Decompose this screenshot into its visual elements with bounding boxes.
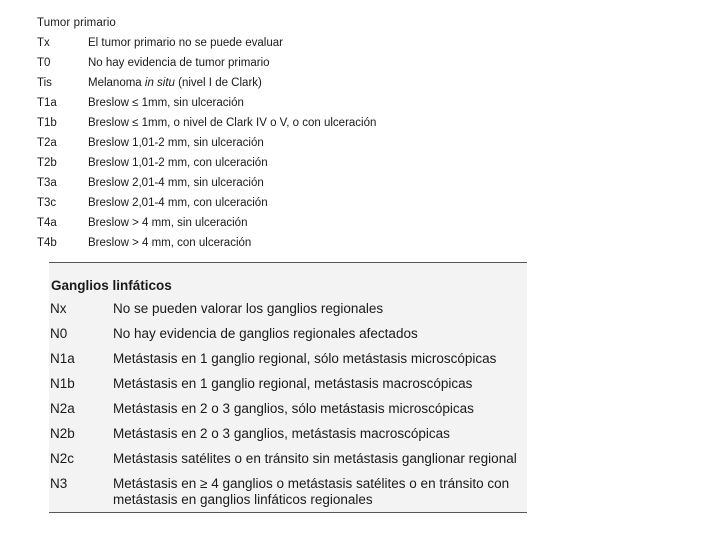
- node-code: N2a: [50, 401, 75, 416]
- node-code: N1b: [50, 376, 75, 391]
- stage-code: T1b: [37, 117, 57, 129]
- node-description: No se pueden valorar los ganglios regionales: [113, 301, 384, 316]
- node-description: No hay evidencia de ganglios regionales afectados: [113, 326, 418, 341]
- table-row: [37, 73, 537, 93]
- stage-description: El tumor primario no se puede evaluar: [88, 37, 283, 49]
- desc-text-italic: in situ: [144, 77, 175, 89]
- node-code: N3: [50, 476, 68, 491]
- stage-code: Tis: [37, 77, 52, 89]
- stage-description: Breslow 2,01-4 mm, sin ulceración: [88, 177, 264, 189]
- table-row: [37, 93, 537, 113]
- node-code: N2b: [50, 426, 75, 441]
- ganglios-linfaticos-table: [49, 262, 527, 513]
- table-row: [49, 472, 527, 508]
- stage-description: Breslow > 4 mm, con ulceración: [88, 237, 252, 249]
- table-row: [37, 213, 537, 233]
- tumor-primario-title: Tumor primario: [37, 17, 116, 29]
- node-description: Metástasis en 2 o 3 ganglios, metástasis macroscópicas: [113, 426, 450, 441]
- node-description: Metástasis en 2 o 3 ganglios, sólo metástasis microscópicas: [113, 401, 474, 416]
- table-row: [49, 447, 527, 472]
- table-row: [49, 372, 527, 397]
- desc-text-post: (nivel I de Clark): [174, 77, 262, 89]
- stage-description: [88, 73, 262, 93]
- table-row: [49, 422, 527, 447]
- stage-code: T1a: [37, 97, 57, 109]
- stage-code: Tx: [37, 37, 50, 49]
- table-row: [49, 322, 527, 347]
- stage-description: Breslow ≤ 1mm, sin ulceración: [88, 97, 244, 109]
- stage-description: Breslow 1,01-2 mm, con ulceración: [88, 157, 268, 169]
- stage-code: T3a: [37, 177, 57, 189]
- table-row: [37, 233, 537, 253]
- node-code: N0: [50, 326, 68, 341]
- table-row: [49, 347, 527, 372]
- stage-code: T0: [37, 57, 51, 69]
- node-code: Nx: [50, 301, 67, 316]
- stage-description: Breslow 2,01-4 mm, con ulceración: [88, 197, 268, 209]
- desc-text-pre: Melanoma: [88, 77, 145, 89]
- table-row: [37, 113, 537, 133]
- node-description: Metástasis en 1 ganglio regional, metástasis macroscópicas: [113, 376, 473, 391]
- table-row: [37, 153, 537, 173]
- stage-description: No hay evidencia de tumor primario: [88, 57, 270, 69]
- table-row: [37, 33, 537, 53]
- table-row: [49, 397, 527, 422]
- stage-code: T2b: [37, 157, 57, 169]
- stage-code: T3c: [37, 197, 57, 209]
- stage-code: T4b: [37, 237, 57, 249]
- stage-description: Breslow 1,01-2 mm, sin ulceración: [88, 137, 264, 149]
- table-row: [49, 297, 527, 322]
- node-code: N2c: [50, 451, 75, 466]
- stage-description: Breslow ≤ 1mm, o nivel de Clark IV o V, o con ulceración: [88, 117, 377, 129]
- ganglios-linfaticos-title: Ganglios linfáticos: [51, 278, 172, 293]
- node-description: Metástasis satélites o en tránsito sin metástasis ganglionar regional: [113, 451, 517, 466]
- table-row: [37, 193, 537, 213]
- node-description: Metástasis en 1 ganglio regional, sólo metástasis microscópicas: [113, 351, 497, 366]
- node-code: N1a: [50, 351, 75, 366]
- node-description: Metástasis en ≥ 4 ganglios o metástasis satélites o en tránsito con metástasis en ganglios linfáticos regionales: [113, 476, 510, 507]
- table-row: [37, 173, 537, 193]
- tumor-primario-table: [37, 13, 537, 253]
- stage-code: T2a: [37, 137, 57, 149]
- table-row: [37, 53, 537, 73]
- table-row: [37, 133, 537, 153]
- stage-description: Breslow > 4 mm, sin ulceración: [88, 217, 248, 229]
- stage-code: T4a: [37, 217, 57, 229]
